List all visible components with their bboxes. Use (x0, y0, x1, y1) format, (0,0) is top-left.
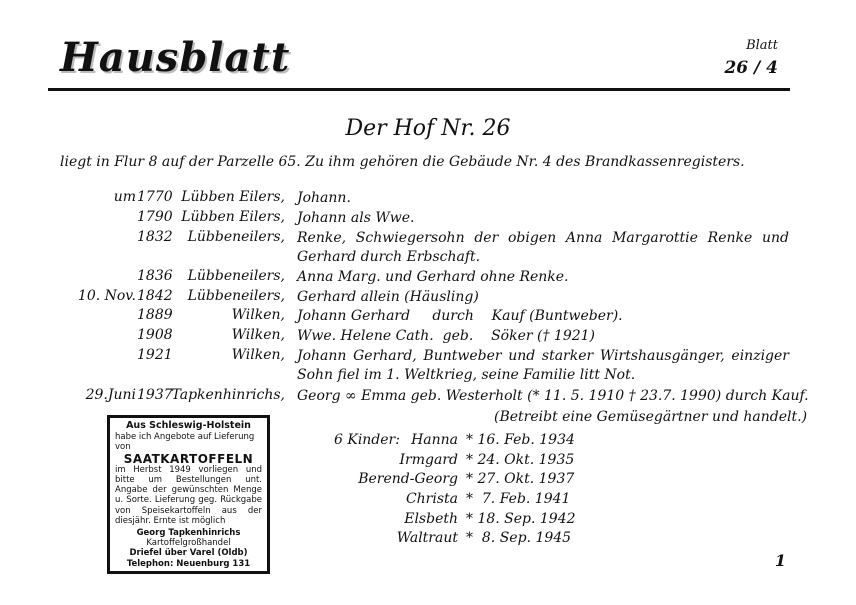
history-owner: Lübbeneilers, (187, 288, 285, 304)
history-desc: Anna Marg. und Gerhard ohne Renke. (297, 269, 569, 285)
history-desc: Georg ∞ Emma geb. Westerholt (* 11. 5. 1910 † 23.7. 1990) durch Kauf. (297, 388, 809, 404)
child-name: Elsbeth (404, 511, 458, 527)
page-number: 1 (774, 551, 786, 570)
ad-company: Georg Tapkenhinrichs (136, 528, 241, 539)
ad-intro: habe ich Angebote auf Lieferung von (115, 432, 255, 453)
history-owner: Lübbeneilers, (187, 268, 285, 284)
history-year: 1921 (137, 347, 173, 363)
history-owner: Lübbeneilers, (187, 229, 285, 245)
ad-title: Aus Schleswig-Holstein (126, 420, 251, 431)
child-birthdate: * 27. Okt. 1937 (466, 471, 575, 487)
child-birthdate: * 18. Sep. 1942 (466, 511, 576, 527)
history-owner: Wilken, (231, 327, 285, 343)
child-birthdate: * 16. Feb. 1934 (466, 432, 575, 448)
hausblatt-title: Hausblatt (60, 34, 291, 81)
history-date: um (113, 189, 136, 205)
history-owner: Lübben Eilers, (181, 209, 285, 225)
history-owner: Wilken, (231, 307, 285, 323)
ad-body: im Herbst 1949 vorliegen und bitte um Bestellungen unt. Angabe der gewünschten Menge u. Sorte. Lieferung geg. Rückgabe von Speisekartoffeln aus der diesjähr. Ernte ist möglich (115, 464, 262, 526)
newspaper-advertisement (107, 415, 270, 574)
history-year: 1790 (137, 209, 173, 225)
history-desc: Johann. (297, 190, 351, 206)
child-birthdate: * 7. Feb. 1941 (466, 491, 571, 507)
ad-business: Kartoffelgroßhandel (146, 538, 231, 549)
history-year: 1889 (137, 307, 173, 323)
history-desc: Johann als Wwe. (297, 210, 415, 226)
history-owner: Tapkenhinrichs, (171, 387, 285, 403)
history-owner: Lübben Eilers, (181, 189, 285, 205)
history-year: 1832 (137, 229, 173, 245)
history-year: 1836 (137, 268, 173, 284)
child-name: Hanna (411, 432, 458, 448)
blatt-label: Blatt (746, 38, 778, 53)
history-desc: Gerhard allein (Häusling) (297, 289, 479, 305)
intro-text: liegt in Flur 8 auf der Parzelle 65. Zu ihm gehören die Gebäude Nr. 4 des Brandkassenregisters. (60, 154, 745, 170)
history-desc: Johann Gerhard, Buntweber und starker Wirtshausgänger, einziger Sohn fiel im 1. Weltkrieg, seine Familie litt Not. (297, 348, 789, 383)
child-name: Berend-Georg (358, 471, 458, 487)
business-note: (Betreibt eine Gemüsegärtner und handelt.) (494, 409, 808, 425)
blatt-number: 26 / 4 (724, 58, 778, 78)
history-year: 1937 (137, 387, 173, 403)
header-rule (48, 88, 790, 91)
history-desc: Renke, Schwiegersohn der obigen Anna Margarottie Renke und Gerhard durch Erbschaft. (297, 230, 789, 265)
ad-product: SAATKARTOFFELN (123, 451, 254, 466)
history-owner: Wilken, (231, 347, 285, 363)
children-label: 6 Kinder: (334, 432, 400, 448)
child-name: Christa (405, 491, 458, 507)
page-title: Der Hof Nr. 26 (345, 116, 511, 141)
history-year: 1770 (137, 189, 173, 205)
history-desc: Johann Gerhard durch Kauf (Buntweber). (297, 308, 623, 324)
ad-phone: Telephon: Neuenburg 131 (126, 558, 251, 569)
history-year: 1908 (137, 327, 173, 343)
child-birthdate: * 24. Okt. 1935 (466, 452, 575, 468)
child-birthdate: * 8. Sep. 1945 (466, 530, 572, 546)
history-date: 10. Nov. (77, 288, 136, 304)
ad-place: Driefel über Varel (Oldb) (129, 548, 248, 559)
history-desc: Wwe. Helene Cath. geb. Söker († 1921) (297, 328, 596, 344)
history-year: 1842 (137, 288, 173, 304)
child-name: Irmgard (399, 452, 458, 468)
history-date: 29.Juni (85, 387, 136, 403)
child-name: Waltraut (396, 530, 458, 546)
